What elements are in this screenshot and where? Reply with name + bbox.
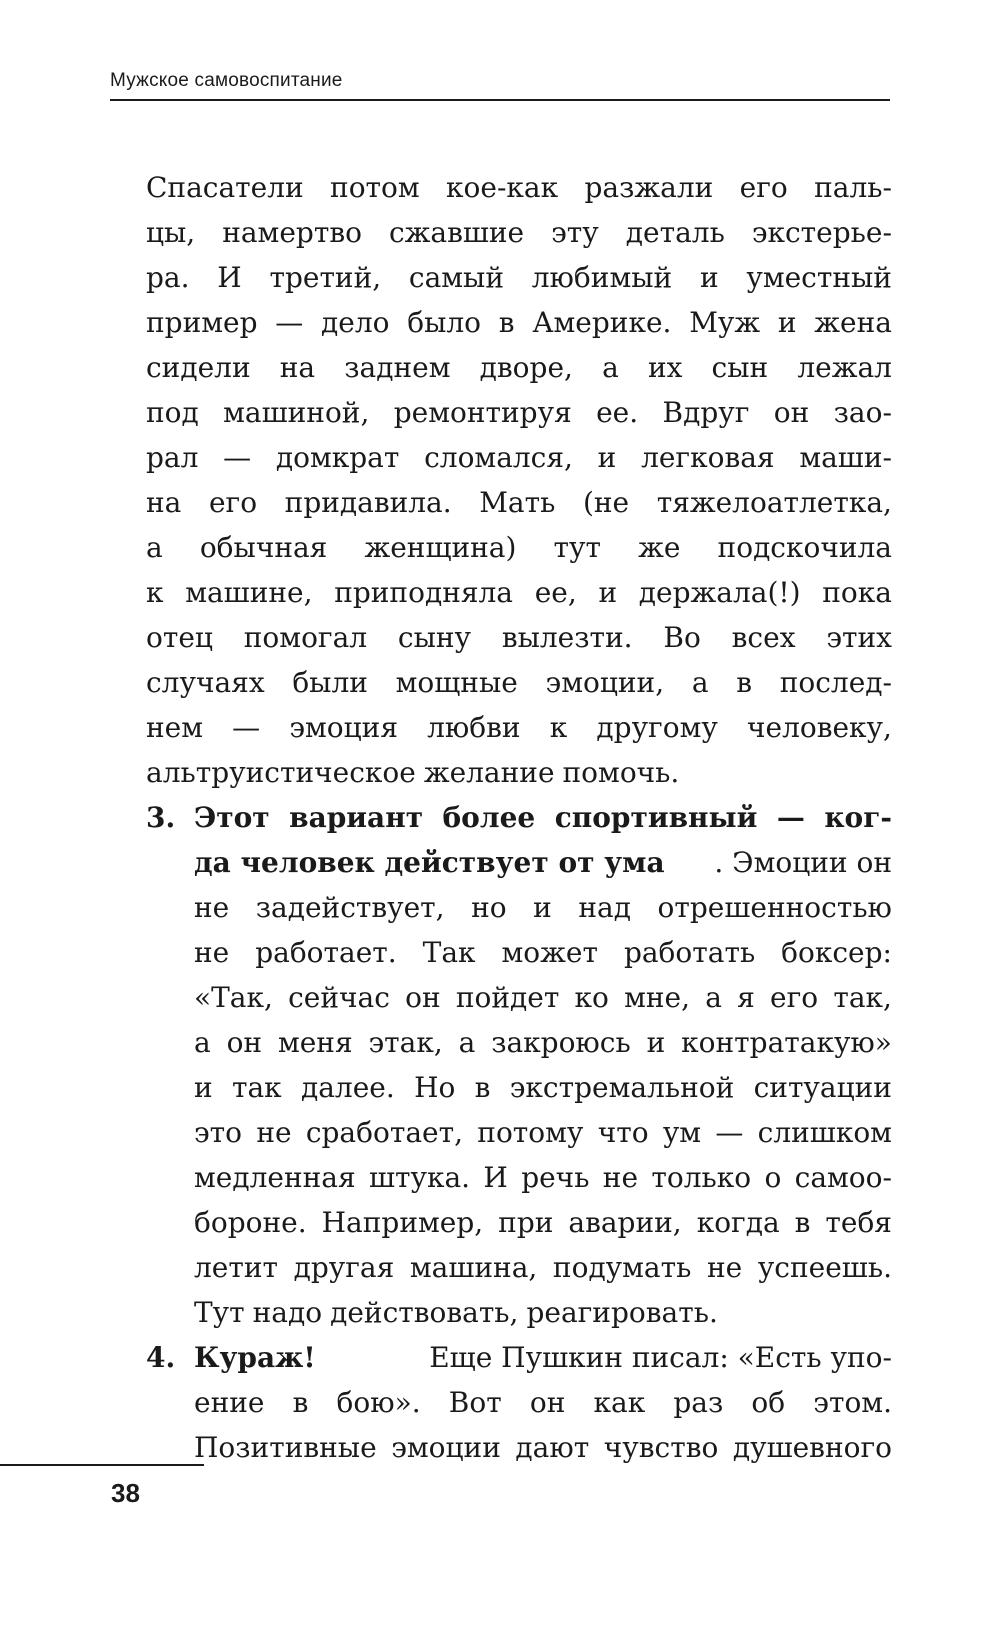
word: меня — [277, 1026, 353, 1059]
text-line — [146, 255, 892, 300]
word: не — [706, 1251, 743, 1284]
word: тут — [553, 531, 601, 564]
text-line — [146, 1335, 892, 1380]
word: медленная — [194, 1161, 356, 1194]
word: Позитивные — [194, 1431, 377, 1464]
word: а — [458, 1026, 476, 1059]
word: помогал — [243, 621, 368, 654]
word: Но — [414, 1071, 456, 1104]
list-item-4 — [146, 1335, 892, 1470]
word: деталь — [625, 216, 725, 249]
text-line — [146, 435, 892, 480]
word: — — [275, 306, 304, 339]
word: альтруистическое — [146, 756, 416, 789]
running-head-title: Мужское самовоспитание — [110, 70, 343, 91]
word: Так — [422, 936, 476, 969]
word: ум — [662, 1116, 702, 1149]
text-line — [146, 1155, 892, 1200]
word: сыну — [397, 621, 472, 654]
paragraph-continued — [146, 165, 892, 795]
word: он — [226, 1026, 263, 1059]
word: над — [578, 891, 631, 924]
word: паль- — [814, 171, 892, 204]
word: работает. — [255, 936, 397, 969]
word: цы, — [146, 216, 196, 249]
text-line — [146, 165, 892, 210]
word: И — [217, 261, 242, 294]
word: Мать — [479, 486, 556, 519]
word: это — [194, 1116, 243, 1149]
word: любви — [427, 711, 521, 744]
word: ко — [574, 981, 609, 1014]
word: Спасатели — [146, 171, 304, 204]
word: Муж — [689, 306, 761, 339]
word: эту — [551, 216, 599, 249]
word: что — [597, 1116, 649, 1149]
word: помочь. — [562, 756, 680, 789]
word: пример — [146, 306, 258, 339]
word: мне, — [624, 981, 691, 1014]
word: в — [794, 1206, 811, 1239]
word: самоо- — [794, 1161, 892, 1194]
text-line — [146, 705, 892, 750]
word: его — [208, 486, 258, 519]
word: эмоции, — [545, 666, 665, 699]
word: лежал — [797, 351, 892, 384]
page-number: 38 — [111, 1478, 140, 1508]
word: задействует, — [255, 891, 445, 924]
word: заднем — [344, 351, 451, 384]
body-text — [146, 165, 892, 1470]
word: не — [194, 936, 230, 969]
bold-phrase: Кураж! — [194, 1341, 316, 1374]
list-number: 3. — [146, 801, 176, 834]
word: душевного — [732, 1431, 892, 1464]
word: любимый — [531, 261, 673, 294]
text-line — [146, 615, 892, 660]
word: случаях — [146, 666, 265, 699]
word: послед- — [779, 666, 892, 699]
word: человеку, — [746, 711, 892, 744]
text-line — [146, 750, 892, 795]
word: а — [146, 531, 163, 564]
text-line — [146, 975, 892, 1020]
text-line — [146, 885, 892, 930]
word: тебя — [825, 1206, 892, 1239]
text-line — [146, 840, 892, 885]
word: зао- — [833, 396, 892, 429]
word: не — [194, 891, 230, 924]
word: бою». — [336, 1386, 421, 1419]
word: машине, — [185, 576, 313, 609]
word: бороне. — [194, 1206, 307, 1239]
word: разжали — [584, 171, 714, 204]
word: сжавшие — [388, 216, 525, 249]
word: вылезти. — [501, 621, 633, 654]
word: и — [194, 1071, 213, 1104]
word: нем — [146, 711, 204, 744]
word: машина, — [409, 1251, 538, 1284]
word: ее. — [596, 396, 639, 429]
word: аварии, — [568, 1206, 682, 1239]
word: было — [407, 306, 482, 339]
word: о — [764, 1161, 782, 1194]
word: маши- — [799, 441, 892, 474]
word: легковая — [641, 441, 775, 474]
word: самый — [408, 261, 505, 294]
word: тяжелоатлетка, — [656, 486, 892, 519]
text-line — [146, 930, 892, 975]
word: другая — [293, 1251, 395, 1284]
word: он — [529, 1386, 566, 1419]
word: об — [751, 1386, 786, 1419]
list-number: 4. — [146, 1341, 176, 1374]
bold-phrase: Этот вариант более спортивный — ког- — [194, 801, 892, 834]
word: боксер: — [781, 936, 892, 969]
word: Например, — [321, 1206, 484, 1239]
text-line — [146, 1200, 892, 1245]
word: Тут — [194, 1296, 245, 1329]
word: желание — [423, 756, 555, 789]
word: не — [256, 1116, 292, 1149]
text-line — [146, 210, 892, 255]
word: придавила. — [284, 486, 452, 519]
word: так, — [833, 981, 892, 1014]
text-line — [146, 300, 892, 345]
word: под — [146, 396, 199, 429]
word: держала(!) — [638, 576, 801, 609]
word: экстерье- — [751, 216, 892, 249]
word: этих — [826, 621, 892, 654]
word: и — [597, 441, 617, 474]
word: реагировать. — [526, 1296, 718, 1329]
word: к — [549, 711, 568, 744]
word: приподняла — [334, 576, 514, 609]
word: действовать, — [330, 1296, 519, 1329]
word: сломался, — [424, 441, 573, 474]
word: сейчас — [288, 981, 390, 1014]
word: третий, — [269, 261, 382, 294]
word: дают — [515, 1431, 590, 1464]
word: на — [146, 486, 182, 519]
word: этак, — [368, 1026, 443, 1059]
word: подумать — [552, 1251, 692, 1284]
word: и — [646, 1026, 666, 1059]
mixed-line — [194, 840, 892, 885]
word: потом — [330, 171, 420, 204]
word: — — [715, 1116, 744, 1149]
word: может — [501, 936, 598, 969]
text-line — [146, 1290, 892, 1335]
word: «Так, — [194, 981, 273, 1014]
word: к — [146, 576, 164, 609]
word: ение — [194, 1386, 265, 1419]
text-line — [146, 1110, 892, 1155]
text-line — [146, 525, 892, 570]
word: ситуации — [753, 1071, 892, 1104]
word: но — [471, 891, 507, 924]
word: он — [405, 981, 441, 1014]
word: рал — [146, 441, 199, 474]
text-line — [146, 795, 892, 840]
word: женщина) — [364, 531, 517, 564]
word: чувство — [603, 1431, 719, 1464]
word: машиной, — [223, 396, 370, 429]
word: и — [777, 306, 797, 339]
word: он — [773, 396, 810, 429]
text-line — [146, 345, 892, 390]
word: раз — [673, 1386, 724, 1419]
word: были — [292, 666, 368, 699]
word: экстремальной — [509, 1071, 735, 1104]
list-item-3 — [146, 795, 892, 1335]
word: и — [699, 261, 719, 294]
word: кое-как — [446, 171, 559, 204]
word: слишком — [757, 1116, 892, 1149]
word: сработает, — [305, 1116, 463, 1149]
word: этом. — [813, 1386, 892, 1419]
word: пока — [822, 576, 892, 609]
text-line — [146, 570, 892, 615]
word: речь — [521, 1161, 590, 1194]
word: а — [691, 666, 709, 699]
word: Америке. — [532, 306, 672, 339]
word: закроюсь — [491, 1026, 631, 1059]
text-line — [146, 480, 892, 525]
word: И — [483, 1161, 508, 1194]
word: а — [705, 981, 722, 1014]
word: отец — [146, 621, 213, 654]
plain-phrase: Еще Пушкин писал: «Есть упо- — [420, 1341, 892, 1374]
word: всех — [731, 621, 796, 654]
word: так — [231, 1071, 282, 1104]
word: отрешенностью — [657, 891, 892, 924]
word: ра. — [146, 261, 190, 294]
plain-phrase: . Эмоции он — [714, 846, 892, 879]
word: когда — [696, 1206, 780, 1239]
text-line — [146, 1020, 892, 1065]
word: домкрат — [275, 441, 400, 474]
word: в — [474, 1071, 491, 1104]
text-line — [146, 1380, 892, 1425]
bold-phrase: да человек действует от ума — [194, 846, 665, 879]
word: и — [533, 891, 552, 924]
word: дворе, — [479, 351, 573, 384]
word: как — [593, 1386, 646, 1419]
word: летит — [194, 1251, 278, 1284]
word: штука. — [368, 1161, 471, 1194]
word: а — [194, 1026, 211, 1059]
word: в — [292, 1386, 309, 1419]
word: дело — [321, 306, 390, 339]
word: эмоция — [289, 711, 398, 744]
word: ремонтируя — [393, 396, 572, 429]
word: — — [232, 711, 261, 744]
text-line — [146, 1245, 892, 1290]
word: работать — [623, 936, 756, 969]
word: их — [647, 351, 683, 384]
text-line — [146, 390, 892, 435]
word: а — [602, 351, 619, 384]
word: эмоции — [391, 1431, 501, 1464]
word: его — [770, 981, 819, 1014]
word: и — [598, 576, 618, 609]
word: далее. — [300, 1071, 395, 1104]
word: контратакую» — [681, 1026, 892, 1059]
word: сын — [711, 351, 769, 384]
header-rule — [110, 99, 890, 101]
word: ее, — [534, 576, 577, 609]
word: уместный — [746, 261, 892, 294]
footer-rule — [0, 1464, 204, 1466]
word: при — [498, 1206, 554, 1239]
word: Вот — [448, 1386, 502, 1419]
word: потому — [477, 1116, 584, 1149]
text-line — [146, 1065, 892, 1110]
word: другому — [596, 711, 718, 744]
word: мощные — [395, 666, 518, 699]
text-line — [146, 1425, 892, 1470]
word: обычная — [199, 531, 328, 564]
word: (не — [582, 486, 630, 519]
mixed-line — [194, 1335, 892, 1380]
word: подскочила — [717, 531, 892, 564]
word: его — [739, 171, 788, 204]
word: я — [737, 981, 755, 1014]
word: успеешь. — [757, 1251, 892, 1284]
word: сидели — [146, 351, 251, 384]
word: Вдруг — [662, 396, 750, 429]
word: пойдет — [455, 981, 560, 1014]
word: — — [223, 441, 252, 474]
word: на — [279, 351, 316, 384]
word: же — [638, 531, 681, 564]
word: жена — [814, 306, 892, 339]
word: надо — [252, 1296, 323, 1329]
word: намертво — [222, 216, 362, 249]
word: в — [736, 666, 753, 699]
word: только — [651, 1161, 752, 1194]
word: в — [498, 306, 515, 339]
word: не — [602, 1161, 639, 1194]
word: Во — [663, 621, 701, 654]
text-line — [146, 660, 892, 705]
